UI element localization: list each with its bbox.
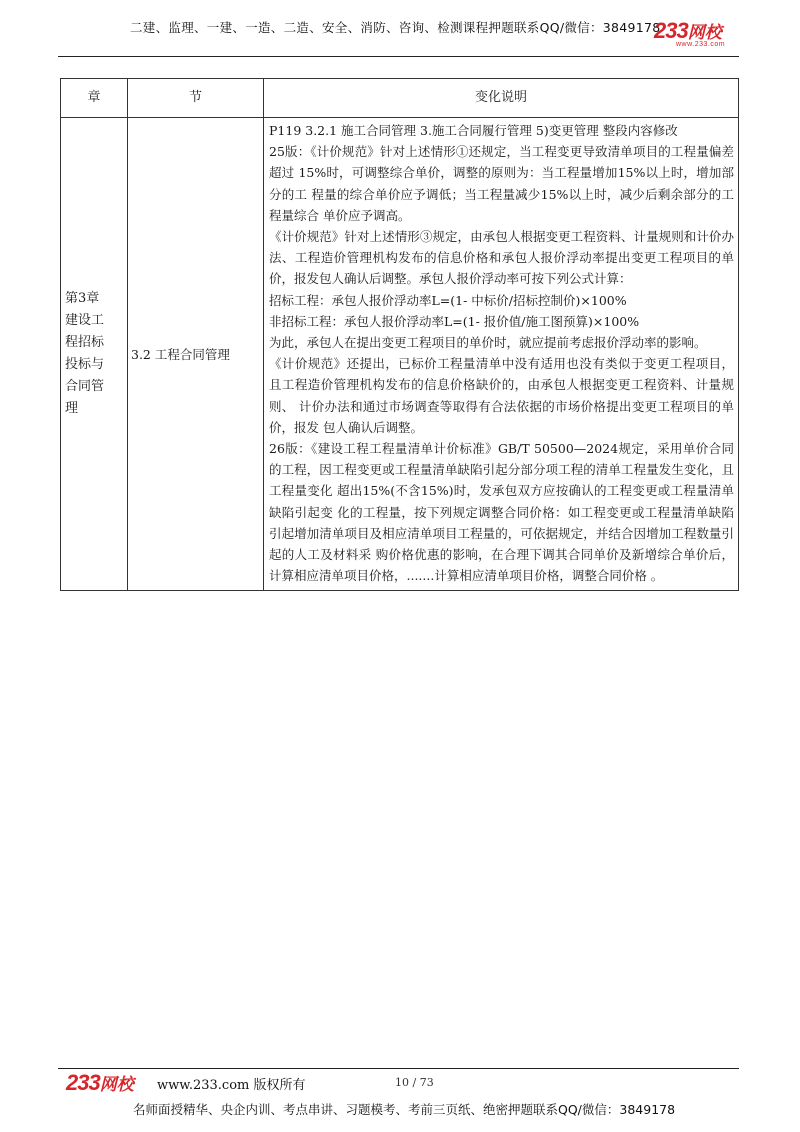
table-header-row xyxy=(61,79,739,118)
description-paragraph: 25版：《计价规范》针对上述情形①还规定，当工程变更导致清单项目的工程量偏差超过 15%时，可调整综合单价，调整的原则为：当工程量增加15%以上时，增加部分的工 程量的综合单价应予调低；当工程量减少15%以上时，减少后剩余部分的工程量综合 单价应予调高。 xyxy=(269,144,734,223)
footer-divider xyxy=(58,1068,739,1069)
description-paragraph: 非招标工程：承包人报价浮动率L=(1- 报价值/施工图预算)×100% xyxy=(269,313,640,329)
footer-logo-number: 233 xyxy=(66,1070,100,1095)
description-cell xyxy=(264,118,739,591)
chapter-line: 理 xyxy=(65,401,79,417)
page-number: 10 / 73 xyxy=(395,1076,434,1089)
header-contact-text: 二建、监理、一建、一造、二造、安全、消防、咨询、检测课程押题联系QQ/微信：3849178 xyxy=(130,20,661,35)
header-description: 变化说明 xyxy=(264,79,739,118)
chapter-line: 投标与 xyxy=(65,357,105,373)
header-divider xyxy=(58,56,739,57)
description-paragraph: P119 3.2.1 施工合同管理 3.施工合同履行管理 5)变更管理 整段内容修改 xyxy=(269,123,678,138)
description-paragraph: 26版：《建设工程工程量清单计价标准》GB/T 50500—2024规定，采用单价合同的工程，因工程变更或工程量清单缺陷引起分部分项工程的清单工程量发生变化，且工程量变化 超出15%(不含15%)时，发承包双方应按确认的工程变更或工程量清单缺陷引起变 化的工程量，按下列规定调整合同价格：如工程变更或工程量清单缺陷引起增加清单项目及相应清单项目工程量的，可依据规定，并结合因增加工程数量引起的人工及材料采 购价格优惠的影响，在合理下调其合同单价及新增综合单价后，计算相应清单项目价格，.......计算相应清单项目价格，调整合同价格 。 xyxy=(269,441,734,584)
description-paragraph: 《计价规范》针对上述情形③规定，由承包人根据变更工程资料、计量规则和计价办法、工程造价管理机构发布的信息价格和承包人报价浮动率提出变更工程项目的单价，报发包人确认后调整。承包人报价浮动率可按下列公式计算： xyxy=(269,229,734,287)
footer-copyright: www.233.com 版权所有 xyxy=(157,1078,306,1093)
description-paragraph: 招标工程：承包人报价浮动率L=(1- 中标价/招标控制价)×100% xyxy=(269,292,627,308)
section-cell: 3.2 工程合同管理 xyxy=(128,118,264,591)
table-row xyxy=(61,118,739,591)
chapter-line: 第3章 xyxy=(65,291,100,307)
footer-logo xyxy=(66,1070,134,1096)
description-paragraph: 为此，承包人在提出变更工程项目的单价时，就应提前考虑报价浮动率的影响。 xyxy=(269,335,707,351)
header-chapter: 章 xyxy=(61,79,128,118)
chapter-cell xyxy=(61,118,128,591)
chapter-line: 建设工 xyxy=(65,313,105,329)
logo-url: www.233.com xyxy=(676,41,726,48)
changes-table xyxy=(60,78,739,591)
description-paragraph: 《计价规范》还提出，已标价工程量清单中没有适用也没有类似于变更工程项目， 且工程造价管理机构发布的信息价格缺价的，由承包人根据变更工程资料、计量规则、 计价办法和通过市场调查等取得有合法依据的市场价格提出变更工程项目的单价，报发 包人确认后调整。 xyxy=(269,356,734,435)
header-section: 节 xyxy=(128,79,264,118)
logo-number: 233 xyxy=(654,18,688,43)
footer-logo-text: 网校 xyxy=(99,1075,134,1094)
logo-text: 网校 xyxy=(687,23,722,42)
chapter-line: 合同管 xyxy=(65,379,105,395)
chapter-line: 程招标 xyxy=(65,335,105,351)
footer-contact-text: 名师面授精华、央企内训、考点串讲、习题模考、考前三页纸、绝密押题联系QQ/微信：3849178 xyxy=(133,1102,676,1117)
